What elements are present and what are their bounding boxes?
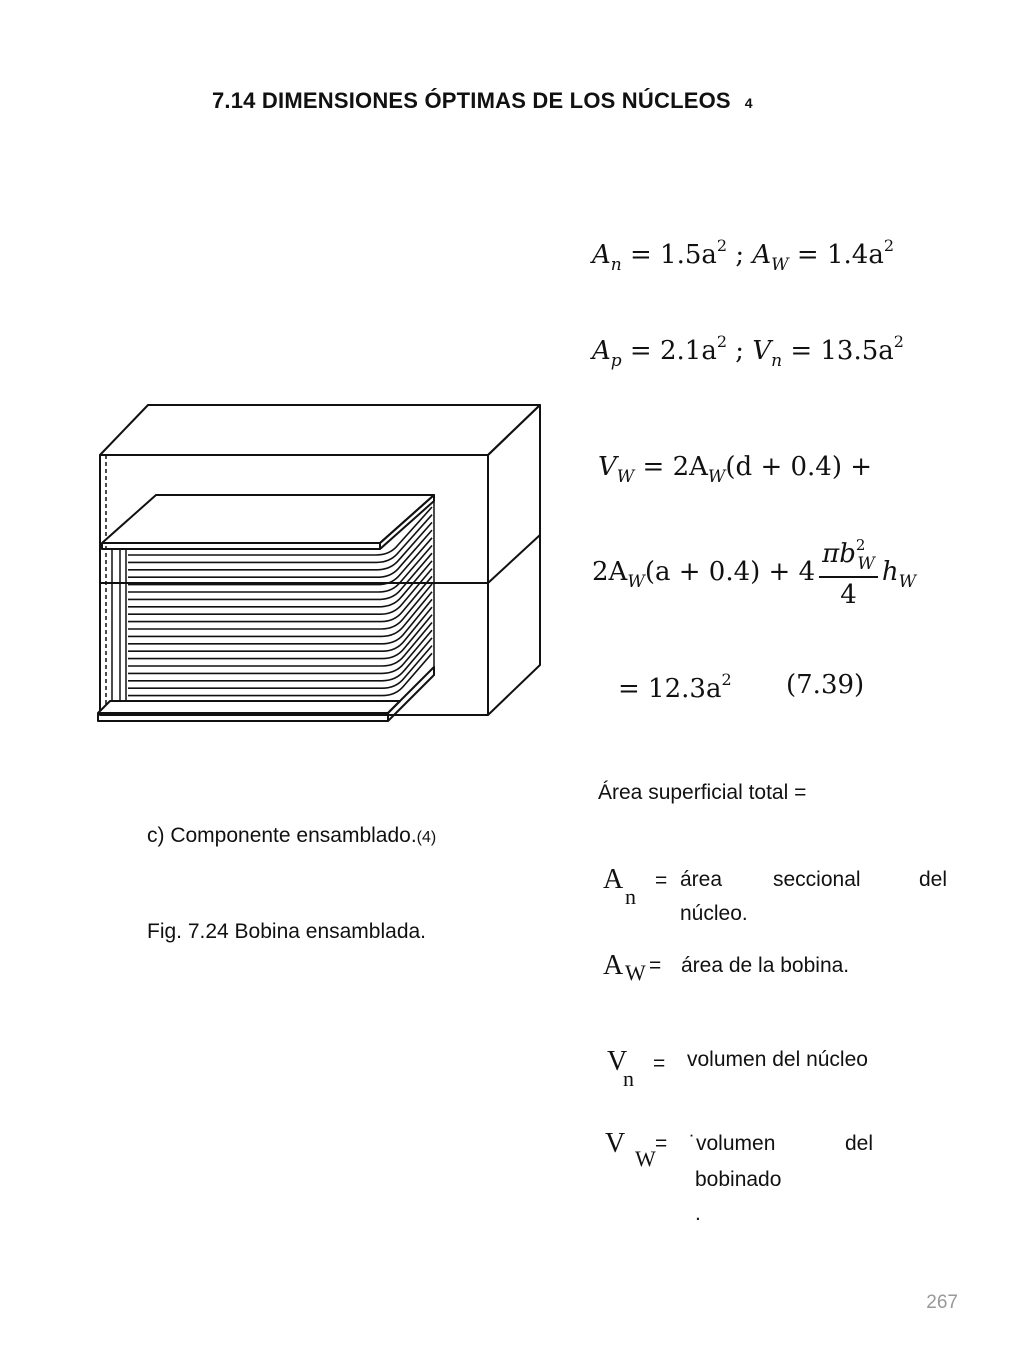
coil-top-plate (102, 495, 434, 543)
winding-turn (128, 653, 432, 695)
area-total-label: Área superficial total = (598, 781, 807, 804)
section-heading (212, 88, 753, 114)
figure-caption: Fig. 7.24 Bobina ensamblada. (147, 920, 427, 943)
page-number: 267 (926, 1292, 958, 1313)
equation-5: = $12.3a^2$ (618, 670, 732, 704)
figure-subcaption: c) Componente ensamblado.(4) (147, 824, 437, 847)
heading-text: 7.14 DIMENSIONES ÓPTIMAS DE LOS NÚCLEOS (212, 88, 731, 113)
core-split-side (488, 535, 540, 583)
equation-4: $2A_W(a + 0.4) + 4$ $\frac{\pi b^2_W}{4}$ $h_W$ (592, 536, 917, 610)
equation-1: $A_n = 1.5a^2$ ; $A_W = 1.4a^2$ (592, 236, 895, 275)
fraction: $\frac{\pi b^2_W}{4}$ (819, 536, 878, 610)
equation-2: $A_p = 2.1a^2$ ; $V_n = 13.5a^2$ (592, 332, 904, 371)
assembled-coil-figure (90, 395, 550, 735)
core-top-face (100, 405, 540, 455)
equation-number: (7.39) (786, 670, 865, 700)
equation-3: $V_W = 2A_W(d + 0.4)$ + (598, 452, 873, 487)
coil-bottom-plate (98, 701, 400, 713)
heading-reference: 4 (744, 95, 753, 111)
